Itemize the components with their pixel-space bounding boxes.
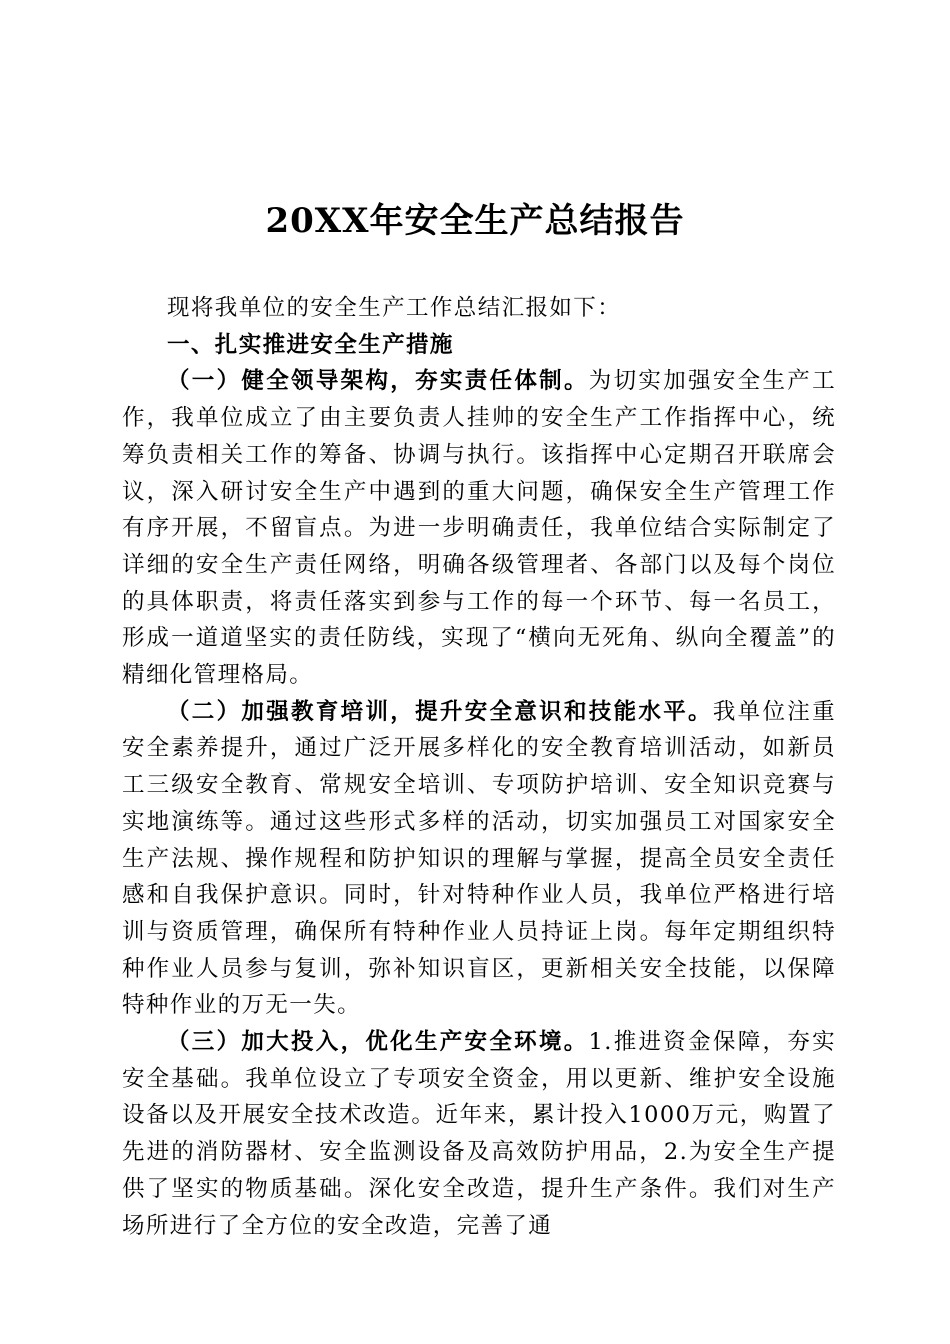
document-body xyxy=(122,290,836,1244)
paragraph-1 xyxy=(122,363,836,693)
paragraph-3-lead: （三）加大投入，优化生产安全环境。 xyxy=(167,1029,589,1056)
paragraph-2-lead: （二）加强教育培训，提升安全意识和技能水平。 xyxy=(167,698,713,725)
paragraph-1-text: 为切实加强安全生产工作，我单位成立了由主要负责人挂帅的安全生产工作指挥中心，统筹负责相关工作的筹备、协调与执行。该指挥中心定期召开联席会议，深入研讨安全生产中遇到的重大问题，确保安全生产管理工作有序开展，不留盲点。为进一步明确责任，我单位结合实际制定了详细的安全生产责任网络，明确各级管理者、各部门以及每个岗位的具体职责，将责任落实到参与工作的每一个环节、每一名员工，形成一道道坚实的责任防线，实现了“横向无死角、纵向全覆盖”的精细化管理格局。 xyxy=(122,368,836,689)
paragraph-1-lead: （一）健全领导架构，夯实责任体制。 xyxy=(167,368,589,395)
paragraph-2 xyxy=(122,694,836,1024)
paragraph-2-text: 我单位注重安全素养提升，通过广泛开展多样化的安全教育培训活动，如新员工三级安全教育、常规安全培训、专项防护培训、安全知识竞赛与实地演练等。通过这些形式多样的活动，切实加强员工对国家安全生产法规、操作规程和防护知识的理解与掌握，提高全员安全责任感和自我保护意识。同时，针对特种作业人员，我单位严格进行培训与资质管理，确保所有特种作业人员持证上岗。每年定期组织特种作业人员参与复训，弥补知识盲区，更新相关安全技能，以保障特种作业的万无一失。 xyxy=(122,698,836,1019)
paragraph-3-text: 1.推进资金保障，夯实安全基础。我单位设立了专项安全资金，用以更新、维护安全设施设备以及开展安全技术改造。近年来，累计投入1000万元，购置了先进的消防器材、安全监测设备及高效防护用品，2.为安全生产提供了坚实的物质基础。深化安全改造，提升生产条件。我们对生产场所进行了全方位的安全改造，完善了通 xyxy=(122,1029,836,1239)
section-heading: 一、扎实推进安全生产措施 xyxy=(167,331,454,358)
page-title: 20XX年安全生产总结报告 xyxy=(265,201,685,241)
intro-paragraph: 现将我单位的安全生产工作总结汇报如下： xyxy=(167,295,622,321)
paragraph-3 xyxy=(122,1024,836,1244)
